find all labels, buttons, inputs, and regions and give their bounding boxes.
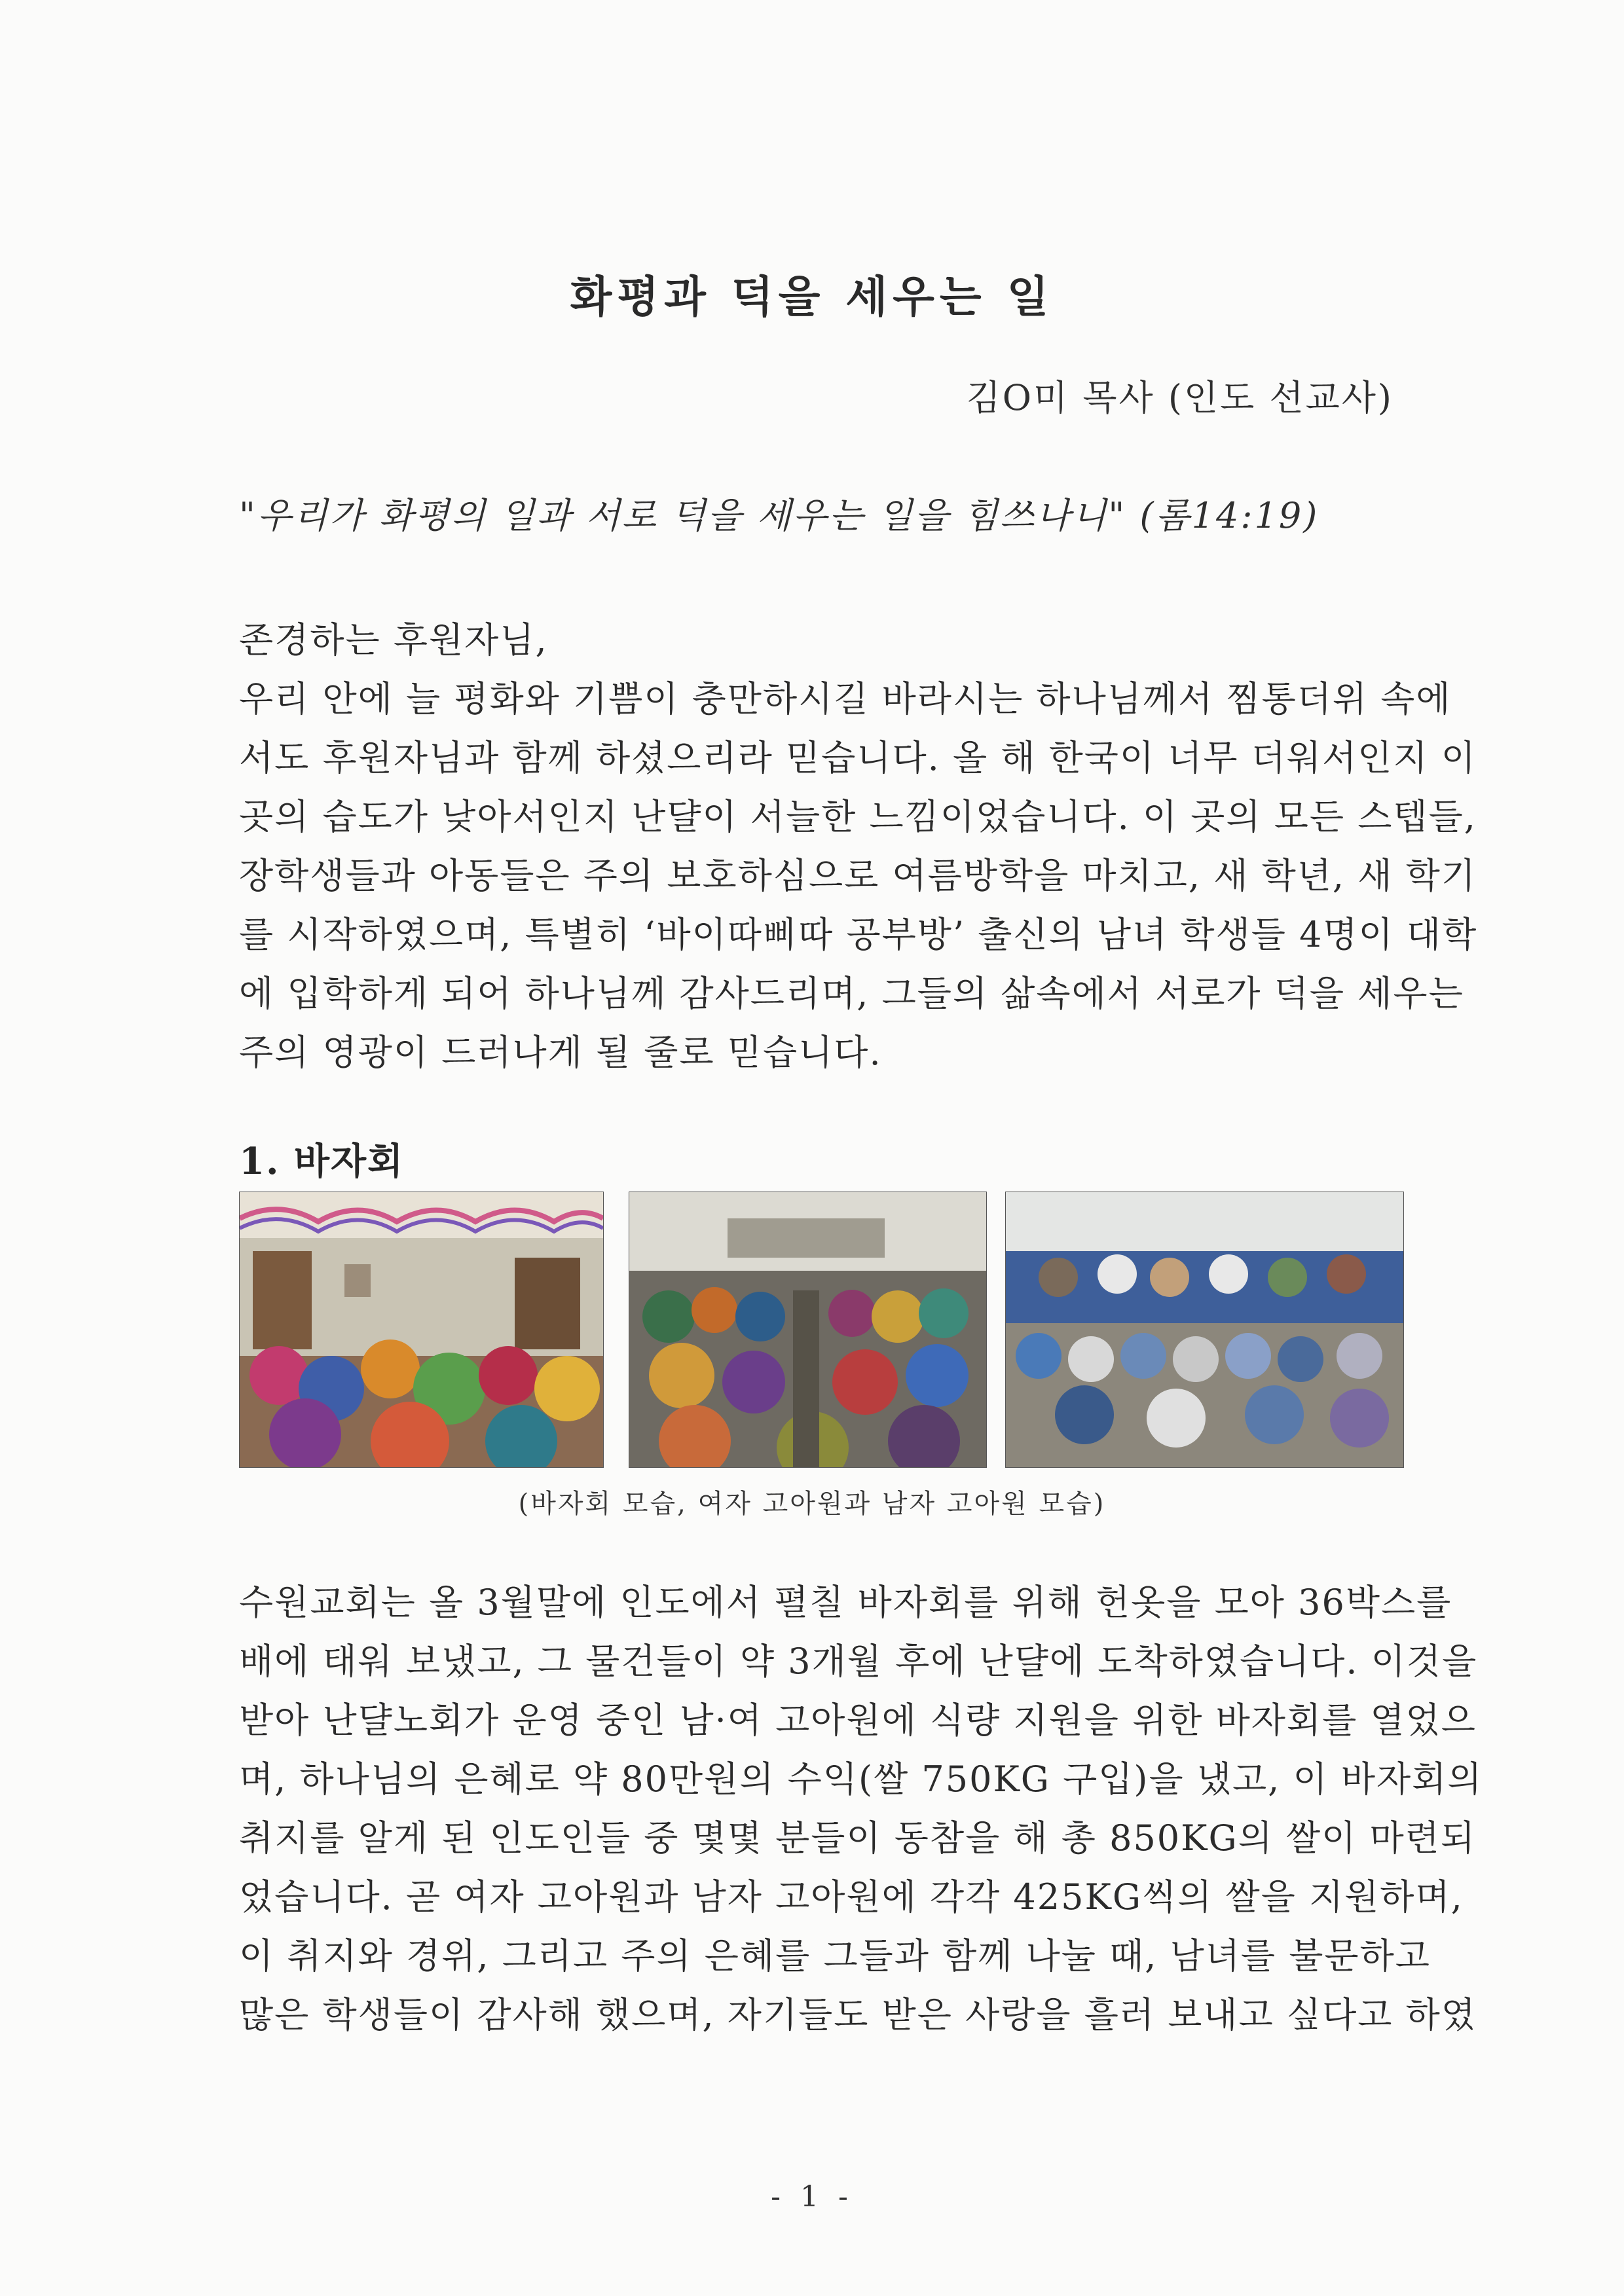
girls-orphanage-photo [629,1192,987,1468]
body-line: 며, 하나님의 은혜로 약 80만원의 수익(쌀 750KG 구입)을 냈고, 이 바자회의 [239,1758,1483,1800]
intro-line: 장학생들과 아동들은 주의 보호하심으로 여름방학을 마치고, 새 학년, 새 학기 [239,855,1477,896]
section-heading: 1. 바자회 [239,1140,405,1183]
intro-line: 를 시작하였으며, 특별히 ‘바이따삐따 공부방’ 출신의 남녀 학생들 4명이 대학 [239,914,1478,955]
boys-orphanage-photo [1005,1192,1404,1468]
body-line: 많은 학생들이 감사해 했으며, 자기들도 받은 사랑을 흘러 보내고 싶다고 하였 [239,1994,1477,2035]
author-line: 김O미 목사 (인도 선교사) [966,377,1393,418]
bazaar-photo [239,1192,604,1468]
body-line: 이 취지와 경위, 그리고 주의 은혜를 그들과 함께 나눌 때, 남녀를 불문하고 [239,1935,1431,1977]
scripture-quote: "우리가 화평의 일과 서로 덕을 세우는 일을 힘쓰나니" (롬14:19) [239,495,1320,536]
body-line: 취지를 알게 된 인도인들 중 몇몇 분들이 동참을 해 총 850KG의 쌀이 마련되 [239,1817,1476,1859]
intro-line: 우리 안에 늘 평화와 기쁨이 충만하시길 바라시는 하나님께서 찜통더위 속에 [239,678,1452,720]
body-line: 수원교회는 올 3월말에 인도에서 펼칠 바자회를 위해 헌옷을 모아 36박스를 [239,1582,1452,1623]
body-line: 었습니다. 곧 여자 고아원과 남자 고아원에 각각 425KG씩의 쌀을 지원하며, [239,1876,1464,1918]
intro-line: 주의 영광이 드러나게 될 줄로 믿습니다. [239,1032,882,1073]
intro-line: 서도 후원자님과 함께 하셨으리라 믿습니다. 올 해 한국이 너무 더워서인지 이 [239,737,1477,778]
photo-caption: (바자회 모습, 여자 고아원과 남자 고아원 모습) [518,1489,1106,1519]
page-number: - 1 - [771,2180,853,2214]
body-line: 배에 태워 보냈고, 그 물건들이 약 3개월 후에 난댤에 도착하였습니다. 이것을 [239,1641,1478,1682]
document-title: 화평과 덕을 세우는 일 [570,271,1054,322]
body-line: 받아 난댤노회가 운영 중인 남·여 고아원에 식량 지원을 위한 바자회를 열었으 [239,1700,1477,1741]
intro-line: 곳의 습도가 낮아서인지 난댤이 서늘한 느낌이었습니다. 이 곳의 모든 스텝들, [239,796,1477,837]
greeting: 존경하는 후원자님, [239,619,548,661]
intro-line: 에 입학하게 되어 하나님께 감사드리며, 그들의 삶속에서 서로가 덕을 세우는 [239,973,1464,1014]
